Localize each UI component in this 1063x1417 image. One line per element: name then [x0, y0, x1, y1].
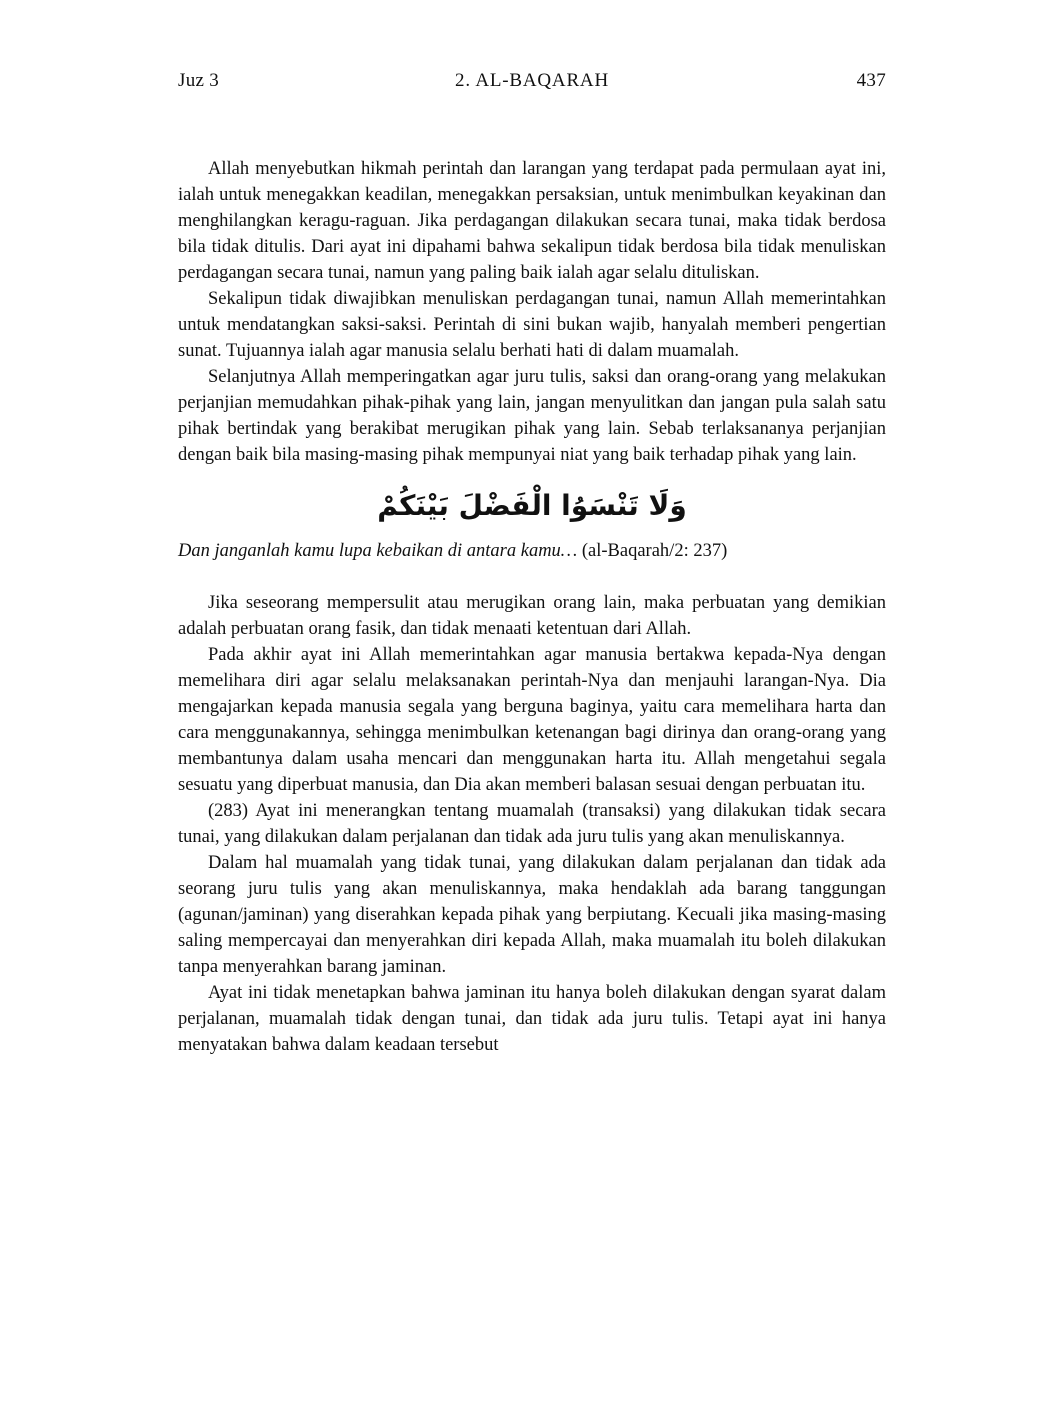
paragraph: Allah menyebutkan hikmah perintah dan larangan yang terdapat pada permulaan ayat ini, ialah untuk menegakkan keadilan, menegakkan persaksian, untuk menimbulkan keyakinan dan menghilangkan keragu-raguan. Jika perdagangan dilakukan secara tunai, maka tidak berdosa bila tidak ditulis. Dari ayat ini dipahami bahwa sekalipun tidak berdosa bila tidak menuliskan perdagangan secara tunai, namun yang paling baik ialah agar selalu dituliskan.: [178, 159, 886, 283]
verse-translation-text: Dan janganlah kamu lupa kebaikan di antara kamu…: [178, 541, 578, 561]
page-header: [178, 70, 886, 92]
page-number: 437: [856, 70, 886, 91]
arabic-verse: وَلَا تَنْسَوُا الْفَضْلَ بَيْنَكُمْ: [377, 489, 687, 522]
verse-reference: (al-Baqarah/2: 237): [577, 541, 728, 561]
paragraph: Jika seseorang mempersulit atau merugikan orang lain, maka perbuatan yang demikian adalah perbuatan orang fasik, dan tidak menaati ketentuan dari Allah.: [178, 593, 886, 639]
surah-title: 2. AL-BAQARAH: [455, 70, 609, 91]
paragraph: Dalam hal muamalah yang tidak tunai, yang dilakukan dalam perjalanan dan tidak ada seorang juru tulis yang akan menuliskannya, maka hendaklah ada barang tanggungan (agunan/jaminan) yang diserahkan kepada pihak yang berpiutang. Kecuali jika masing-masing saling mempercayai dan menyerahkan diri kepada Allah, maka muamalah itu boleh dilakukan tanpa menyerahkan barang jaminan.: [178, 853, 886, 977]
paragraph: (283) Ayat ini menerangkan tentang muamalah (transaksi) yang dilakukan tidak secara tunai, yang dilakukan dalam perjalanan dan tidak ada juru tulis yang akan menuliskannya.: [178, 801, 886, 847]
paragraph: Ayat ini tidak menetapkan bahwa jaminan itu hanya boleh dilakukan dengan syarat dalam perjalanan, muamalah tidak dengan tunai, dan tidak ada juru tulis. Tetapi ayat ini hanya menyatakan bahwa dalam keadaan tersebut: [178, 983, 886, 1055]
paragraph: Pada akhir ayat ini Allah memerintahkan agar manusia bertakwa kepada-Nya dengan memelihara diri agar selalu melaksanakan perintah-Nya dan menjauhi larangan-Nya. Dia mengajarkan kepada manusia segala yang berguna baginya, yaitu cara memelihara harta dan cara menggunakannya, sehingga menimbulkan ketenangan bagi dirinya dan orang-orang yang membantunya dalam usaha mencari dan menggunakan harta itu. Allah mengetahui segala sesuatu yang diperbuat manusia, dan Dia akan memberi balasan sesuai dengan perbuatan itu.: [178, 645, 886, 795]
juz-label: Juz 3: [178, 70, 220, 91]
paragraph: Sekalipun tidak diwajibkan menuliskan perdagangan tunai, namun Allah memerintahkan untuk mendatangkan saksi-saksi. Perintah di sini bukan wajib, hanyalah memberi pengertian sunat. Tujuannya ialah agar manusia selalu berhati hati di dalam muamalah.: [178, 289, 886, 361]
paragraph: Selanjutnya Allah memperingatkan agar juru tulis, saksi dan orang-orang yang melakukan perjanjian memudahkan pihak-pihak yang lain, jangan menyulitkan dan jangan pula salah satu pihak bertindak yang berakibat merugikan pihak yang lain. Sebab terlaksananya perjanjian dengan baik bila masing-masing pihak mempunyai niat yang baik terhadap pihak yang lain.: [178, 367, 886, 465]
verse-translation: [178, 538, 886, 564]
page-body: [178, 156, 886, 1058]
